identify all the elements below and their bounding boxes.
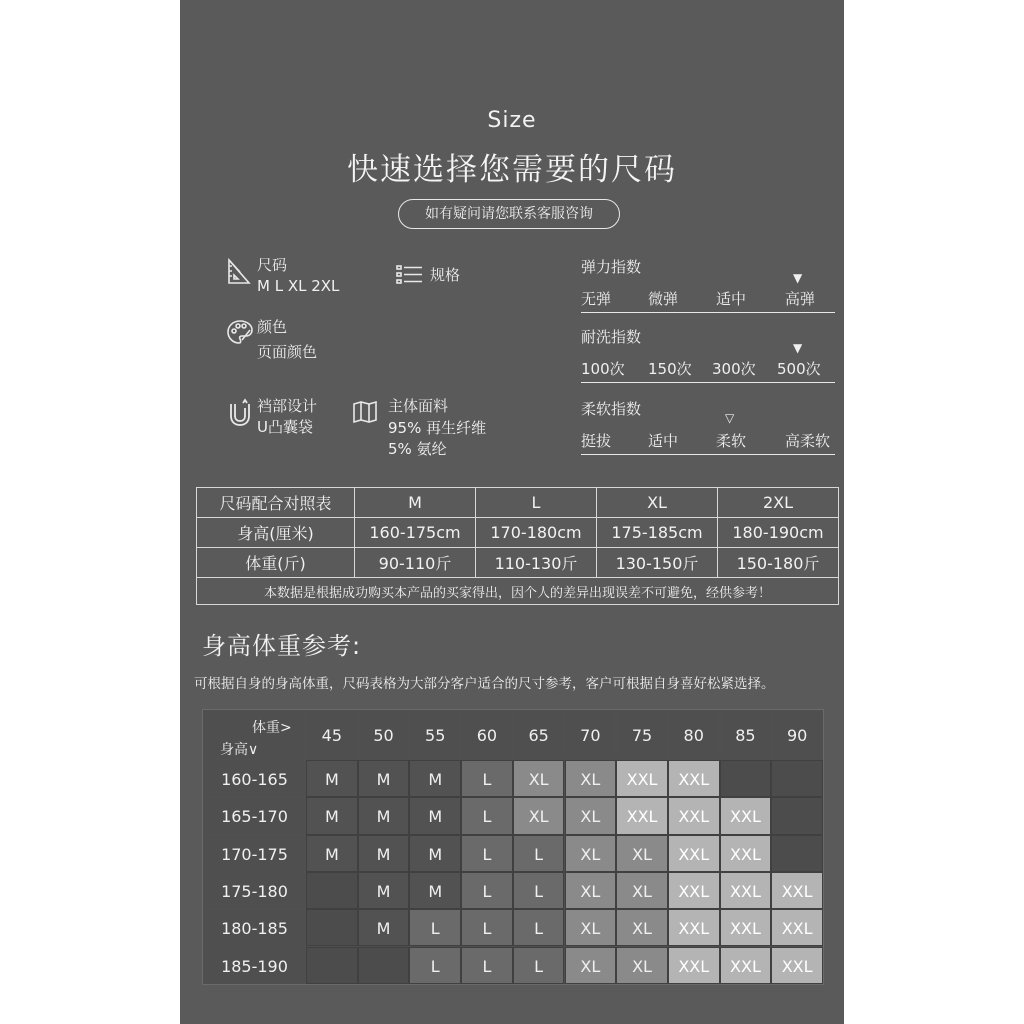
scale-option: 微弹 <box>648 290 679 308</box>
grid-size-cell: XL <box>616 909 668 946</box>
softness-selected-marker: ▽ <box>725 411 735 425</box>
contact-service-button[interactable]: 如有疑问请您联系客服咨询 <box>398 199 620 229</box>
grid-weight-header: 45 <box>306 710 358 760</box>
grid-size-cell: M <box>306 797 358 834</box>
grid-size-cell: M <box>358 909 410 946</box>
grid-weight-header: 85 <box>720 710 772 760</box>
grid-size-cell: XL <box>616 872 668 909</box>
grid-size-cell: XXL <box>668 760 720 797</box>
grid-size-cell: XXL <box>616 760 668 797</box>
grid-size-cell: M <box>409 872 461 909</box>
size-guide-panel <box>180 0 844 1024</box>
grid-size-cell: XXL <box>771 947 823 984</box>
grid-height-header: 180-185 <box>203 909 306 946</box>
table-header-cell: L <box>476 488 597 518</box>
crotch-feature-value: U凸囊袋 <box>257 418 313 436</box>
grid-weight-header: 50 <box>358 710 410 760</box>
table-header-cell: XL <box>597 488 718 518</box>
grid-size-cell: L <box>409 909 461 946</box>
reference-subtitle: 可根据自身的身高体重，尺码表格为大部分客户适合的尺寸参考，客户可根据自身喜好松紧选择。 <box>194 676 775 692</box>
scale-option: 适中 <box>716 290 747 308</box>
grid-size-cell: XL <box>565 872 617 909</box>
fabric-feature-label: 主体面料 <box>388 397 449 415</box>
fabric-feature-value-1: 95% 再生纤维 <box>388 419 487 437</box>
height-weight-grid <box>202 709 824 985</box>
scale-option: 挺拔 <box>581 432 612 450</box>
grid-size-cell <box>358 947 410 984</box>
u-shape-icon <box>228 398 252 432</box>
table-row <box>197 518 839 548</box>
grid-height-header: 170-175 <box>203 835 306 872</box>
grid-size-cell <box>771 797 823 834</box>
elasticity-scale-title: 弹力指数 <box>581 258 642 276</box>
grid-size-cell: M <box>358 760 410 797</box>
grid-size-cell: XXL <box>668 835 720 872</box>
grid-size-cell: XL <box>616 947 668 984</box>
grid-weight-header: 90 <box>771 710 823 760</box>
scale-option: 150次 <box>648 360 692 378</box>
scale-option: 柔软 <box>716 432 747 450</box>
grid-size-cell: XXL <box>720 947 772 984</box>
fabric-book-icon <box>352 400 378 428</box>
grid-size-cell: L <box>461 760 513 797</box>
elasticity-scale <box>581 271 835 313</box>
grid-size-cell: XXL <box>616 797 668 834</box>
table-row <box>197 548 839 578</box>
grid-size-cell: L <box>461 835 513 872</box>
grid-size-cell: L <box>513 872 565 909</box>
scale-option: 300次 <box>712 360 756 378</box>
grid-size-cell: XL <box>565 835 617 872</box>
softness-scale <box>581 411 835 455</box>
fabric-feature-value-2: 5% 氨纶 <box>388 440 447 458</box>
table-cell: 110-130斤 <box>476 548 597 578</box>
grid-height-header: 165-170 <box>203 797 306 834</box>
grid-size-cell: XXL <box>720 909 772 946</box>
grid-weight-header: 60 <box>461 710 513 760</box>
size-heading: Size <box>487 108 537 133</box>
grid-weight-header: 80 <box>668 710 720 760</box>
wash-selected-marker: ▼ <box>793 341 803 355</box>
corner-weight-label: 体重> <box>252 720 292 736</box>
table-cell: 90-110斤 <box>355 548 476 578</box>
grid-size-cell: XXL <box>720 835 772 872</box>
grid-size-cell <box>771 760 823 797</box>
grid-size-cell: M <box>409 797 461 834</box>
scale-option: 适中 <box>648 432 679 450</box>
grid-size-cell <box>771 835 823 872</box>
table-header-cell: 尺码配合对照表 <box>197 488 355 518</box>
grid-size-cell: L <box>513 909 565 946</box>
grid-size-cell: L <box>461 947 513 984</box>
grid-weight-header: 75 <box>616 710 668 760</box>
grid-size-cell: XXL <box>771 872 823 909</box>
wash-scale-title: 耐洗指数 <box>581 328 642 346</box>
grid-size-cell: XL <box>513 797 565 834</box>
scale-option: 无弹 <box>581 290 612 308</box>
grid-weight-header: 55 <box>409 710 461 760</box>
grid-weight-header: 70 <box>565 710 617 760</box>
grid-size-cell: L <box>461 872 513 909</box>
spec-feature-label: 规格 <box>430 266 461 284</box>
grid-size-cell: L <box>513 835 565 872</box>
grid-size-cell: XXL <box>668 797 720 834</box>
table-cell: 130-150斤 <box>597 548 718 578</box>
table-note-row <box>197 578 839 605</box>
grid-size-cell: XXL <box>771 909 823 946</box>
grid-size-cell: XL <box>513 760 565 797</box>
grid-size-cell <box>720 760 772 797</box>
grid-size-cell: L <box>461 797 513 834</box>
grid-size-cell: XL <box>565 947 617 984</box>
grid-size-cell: M <box>358 797 410 834</box>
table-cell: 170-180cm <box>476 518 597 548</box>
reference-section-title: 身高体重参考: <box>202 632 362 660</box>
crotch-feature-label: 裆部设计 <box>257 397 318 415</box>
table-cell: 体重(斤) <box>197 548 355 578</box>
table-note: 本数据是根据成功购买本产品的买家得出，因个人的差异出现误差不可避免，经供参考！ <box>197 578 839 605</box>
table-cell: 150-180斤 <box>718 548 839 578</box>
palette-icon <box>226 318 254 350</box>
table-header-cell: M <box>355 488 476 518</box>
grid-height-header: 160-165 <box>203 760 306 797</box>
wash-scale <box>581 341 835 383</box>
table-header-row <box>197 488 839 518</box>
grid-size-cell <box>306 947 358 984</box>
grid-size-cell: M <box>358 835 410 872</box>
grid-size-cell: XXL <box>720 797 772 834</box>
grid-size-cell: XL <box>565 760 617 797</box>
list-icon <box>396 264 424 290</box>
elasticity-selected-marker: ▼ <box>793 271 803 285</box>
grid-size-cell: L <box>513 947 565 984</box>
grid-size-cell: XXL <box>668 872 720 909</box>
grid-size-cell: M <box>409 835 461 872</box>
scale-option: 高柔软 <box>785 432 831 450</box>
grid-size-cell: XXL <box>668 909 720 946</box>
grid-size-cell: M <box>306 760 358 797</box>
page-title: 快速选择您需要的尺码 <box>347 152 677 188</box>
grid-size-cell: XL <box>565 797 617 834</box>
table-cell: 180-190cm <box>718 518 839 548</box>
grid-size-cell: L <box>461 909 513 946</box>
grid-weight-header: 65 <box>513 710 565 760</box>
ruler-triangle-icon <box>226 258 252 290</box>
grid-size-cell: M <box>358 872 410 909</box>
table-cell: 175-185cm <box>597 518 718 548</box>
grid-size-cell: XL <box>565 909 617 946</box>
grid-size-cell: L <box>409 947 461 984</box>
scale-option: 500次 <box>777 360 821 378</box>
scale-option: 100次 <box>581 360 625 378</box>
size-feature-label: 尺码 <box>257 256 288 274</box>
table-cell: 身高(厘米) <box>197 518 355 548</box>
softness-scale-title: 柔软指数 <box>581 400 642 418</box>
grid-height-header: 175-180 <box>203 872 306 909</box>
table-cell: 160-175cm <box>355 518 476 548</box>
grid-size-cell: M <box>409 760 461 797</box>
corner-height-label: 身高∨ <box>220 742 259 758</box>
grid-size-cell: XL <box>616 835 668 872</box>
color-feature-label: 颜色 <box>257 318 288 336</box>
grid-size-cell: XXL <box>668 947 720 984</box>
grid-height-header: 185-190 <box>203 947 306 984</box>
grid-corner <box>203 710 306 760</box>
grid-size-cell: XXL <box>720 872 772 909</box>
grid-size-cell <box>306 909 358 946</box>
size-comparison-table <box>196 487 839 605</box>
grid-size-cell: M <box>306 835 358 872</box>
color-feature-value: 页面颜色 <box>257 343 318 361</box>
scale-option: 高弹 <box>785 290 816 308</box>
table-header-cell: 2XL <box>718 488 839 518</box>
size-feature-value: M L XL 2XL <box>257 277 340 295</box>
grid-size-cell <box>306 872 358 909</box>
